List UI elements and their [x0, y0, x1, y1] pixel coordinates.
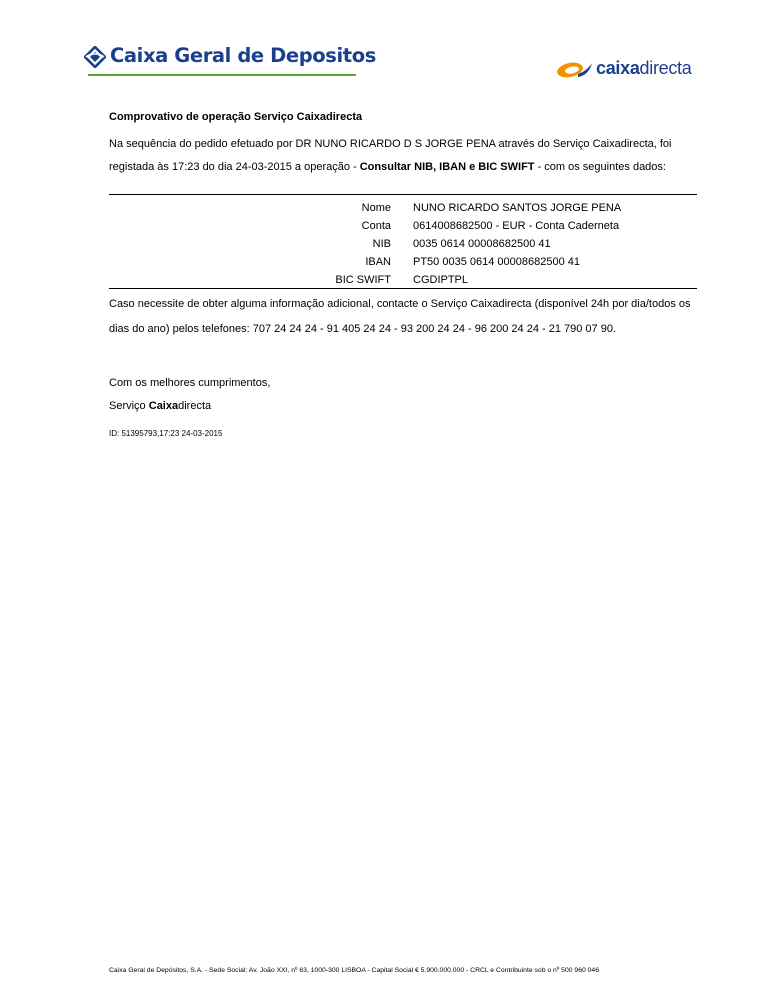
- caixadirecta-brand-bold: caixa: [596, 58, 640, 78]
- operation-data-table: [109, 194, 697, 289]
- field-value-iban: PT50 0035 0614 00008682500 41: [413, 256, 580, 268]
- operation-name: Consultar NIB, IBAN e BIC SWIFT: [359, 160, 535, 173]
- field-label-iban: IBAN: [365, 256, 391, 268]
- intro-text-start: Na sequência do pedido efetuado por DR NUNO RICARDO D S JORGE PENA através do Serviço Caixadirecta, foi registada às 17:23 do dia 24-03-2015 a operação -: [109, 138, 672, 173]
- legal-footer: Caixa Geral de Depósitos, S.A. - Sede Social: Av. João XXI, nº 63, 1000-300 LISBOA - Capital Social € 5.900.000.000 - CRCL e Contribuinte sob o nº 500 960 046: [109, 967, 599, 974]
- signature-prefix: Serviço: [109, 399, 149, 412]
- table-row: [109, 252, 697, 270]
- document-title: Comprovativo de operação Serviço Caixadirecta: [109, 111, 363, 123]
- closing-block: [109, 372, 270, 417]
- caixadirecta-brand-light: directa: [639, 58, 692, 78]
- caixadirecta-brand-name: [596, 58, 691, 79]
- signature: [109, 395, 270, 418]
- field-value-nib: 0035 0614 00008682500 41: [413, 238, 551, 250]
- contact-paragraph: Caso necessite de obter alguma informação adicional, contacte o Serviço Caixadirecta (disponível 24h por dia/todos os dias do ano) pelos telefones: 707 24 24 24 - 91 405 24 24 - 93 200 24 24 - 96 200 24 24 - 21 790 07 90.: [109, 298, 691, 335]
- signature-suffix: directa: [178, 399, 212, 412]
- cgd-emblem-icon: [84, 46, 106, 68]
- table-row: [109, 234, 697, 252]
- cgd-logo: [84, 44, 376, 80]
- field-label-nib: NIB: [372, 238, 391, 250]
- table-row: [109, 270, 697, 288]
- cgd-brand-name: Caixa Geral de Depositos: [110, 44, 376, 67]
- signature-bold: Caixa: [148, 399, 179, 412]
- field-value-nome: NUNO RICARDO SANTOS JORGE PENA: [413, 202, 622, 214]
- field-label-bic-swift: BIC SWIFT: [335, 274, 391, 286]
- field-label-conta: Conta: [361, 220, 391, 232]
- caixadirecta-swoosh-icon: [556, 60, 594, 80]
- caixadirecta-logo: [556, 58, 696, 84]
- field-value-conta: 0614008682500 - EUR - Conta Caderneta: [413, 220, 620, 232]
- closing-greeting: Com os melhores cumprimentos,: [109, 377, 271, 389]
- intro-text-end: - com os seguintes dados:: [534, 160, 666, 173]
- field-value-bic-swift: CGDIPTPL: [413, 274, 469, 286]
- intro-paragraph: [109, 133, 699, 178]
- field-label-nome: Nome: [361, 202, 391, 214]
- table-row: [109, 216, 697, 234]
- cgd-brand-underline: [88, 74, 356, 76]
- table-row: [109, 198, 697, 216]
- reference-id: ID: 51395793,17:23 24-03-2015: [109, 429, 223, 438]
